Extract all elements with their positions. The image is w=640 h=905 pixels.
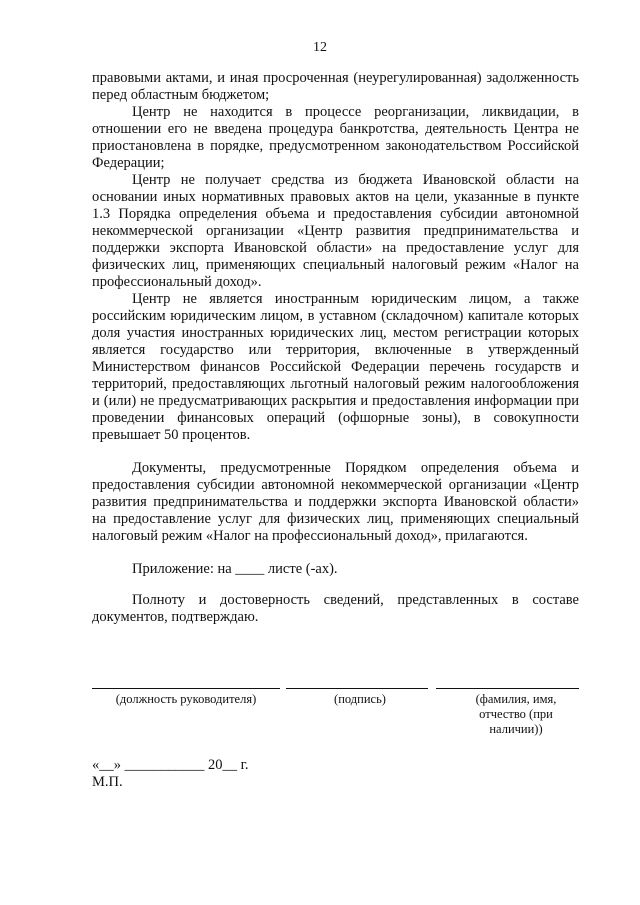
paragraph-reorganization: Центр не находится в процессе реорганизации, ликвидации, в отношении его не введена процедура банкротства, деятельность Центра не приостановлена в порядке, предусмотренном законодательством Российской Федерации; [92,104,579,171]
paragraph-foreign-entity: Центр не является иностранным юридическим лицом, а также российским юридическим лицом, в уставном (складочном) капитале которых доля участия иностранных юридических лиц, местом регистрации которых является государство или территория, включенные в утвержденный Министерством финансов Российской Федерации перечень государств и территорий, предоставляющих льготный налоговый режим налогообложения и (или) не предусматривающих раскрытия и предоставления информации при проведении финансовых операций (офшорные зоны), в совокупности превышает 50 процентов. [92,291,579,443]
spacer [92,578,579,592]
name-caption: (фамилия, имя, отчество (при наличии)) [475,692,557,736]
page-number: 12 [313,40,327,55]
date-line: «__» ___________ 20__ г. [92,757,249,773]
paragraph-confirmation: Полноту и достоверность сведений, представленных в составе документов, подтверждаю. [92,592,579,625]
spacer [92,545,579,561]
position-caption: (должность руководителя) [115,692,257,706]
signature-line [286,688,428,689]
paragraph-documents: Документы, предусмотренные Порядком определения объема и предоставления субсидии автономной некоммерческой организации «Центр развития предпринимательства и поддержки экспорта Ивановской области» на предоставление услуг для физических лиц, применяющих специальный налоговый режим «Налог на профессиональный доход», прилагаются. [92,460,579,544]
name-line [436,688,579,689]
signature-block [92,688,579,748]
paragraph-budget-funds: Центр не получает средства из бюджета Ивановской области на основании иных нормативных правовых актов на цели, указанные в пункте 1.3 Порядка определения объема и предоставления субсидии автономной некоммерческой организации «Центр развития предпринимательства и поддержки экспорта Ивановской области» на предоставление услуг для физических лиц, применяющих специальный налоговый режим «Налог на профессиональный доход». [92,172,579,290]
position-line [92,688,280,689]
spacer [92,444,579,460]
stamp-label: М.П. [92,774,123,790]
document-body [92,70,579,626]
paragraph-debt: правовыми актами, и иная просроченная (неурегулированная) задолженность перед областным бюджетом; [92,70,579,103]
paragraph-attachment: Приложение: на ____ листе (-ах). [132,561,338,577]
signature-caption: (подпись) [334,692,386,706]
